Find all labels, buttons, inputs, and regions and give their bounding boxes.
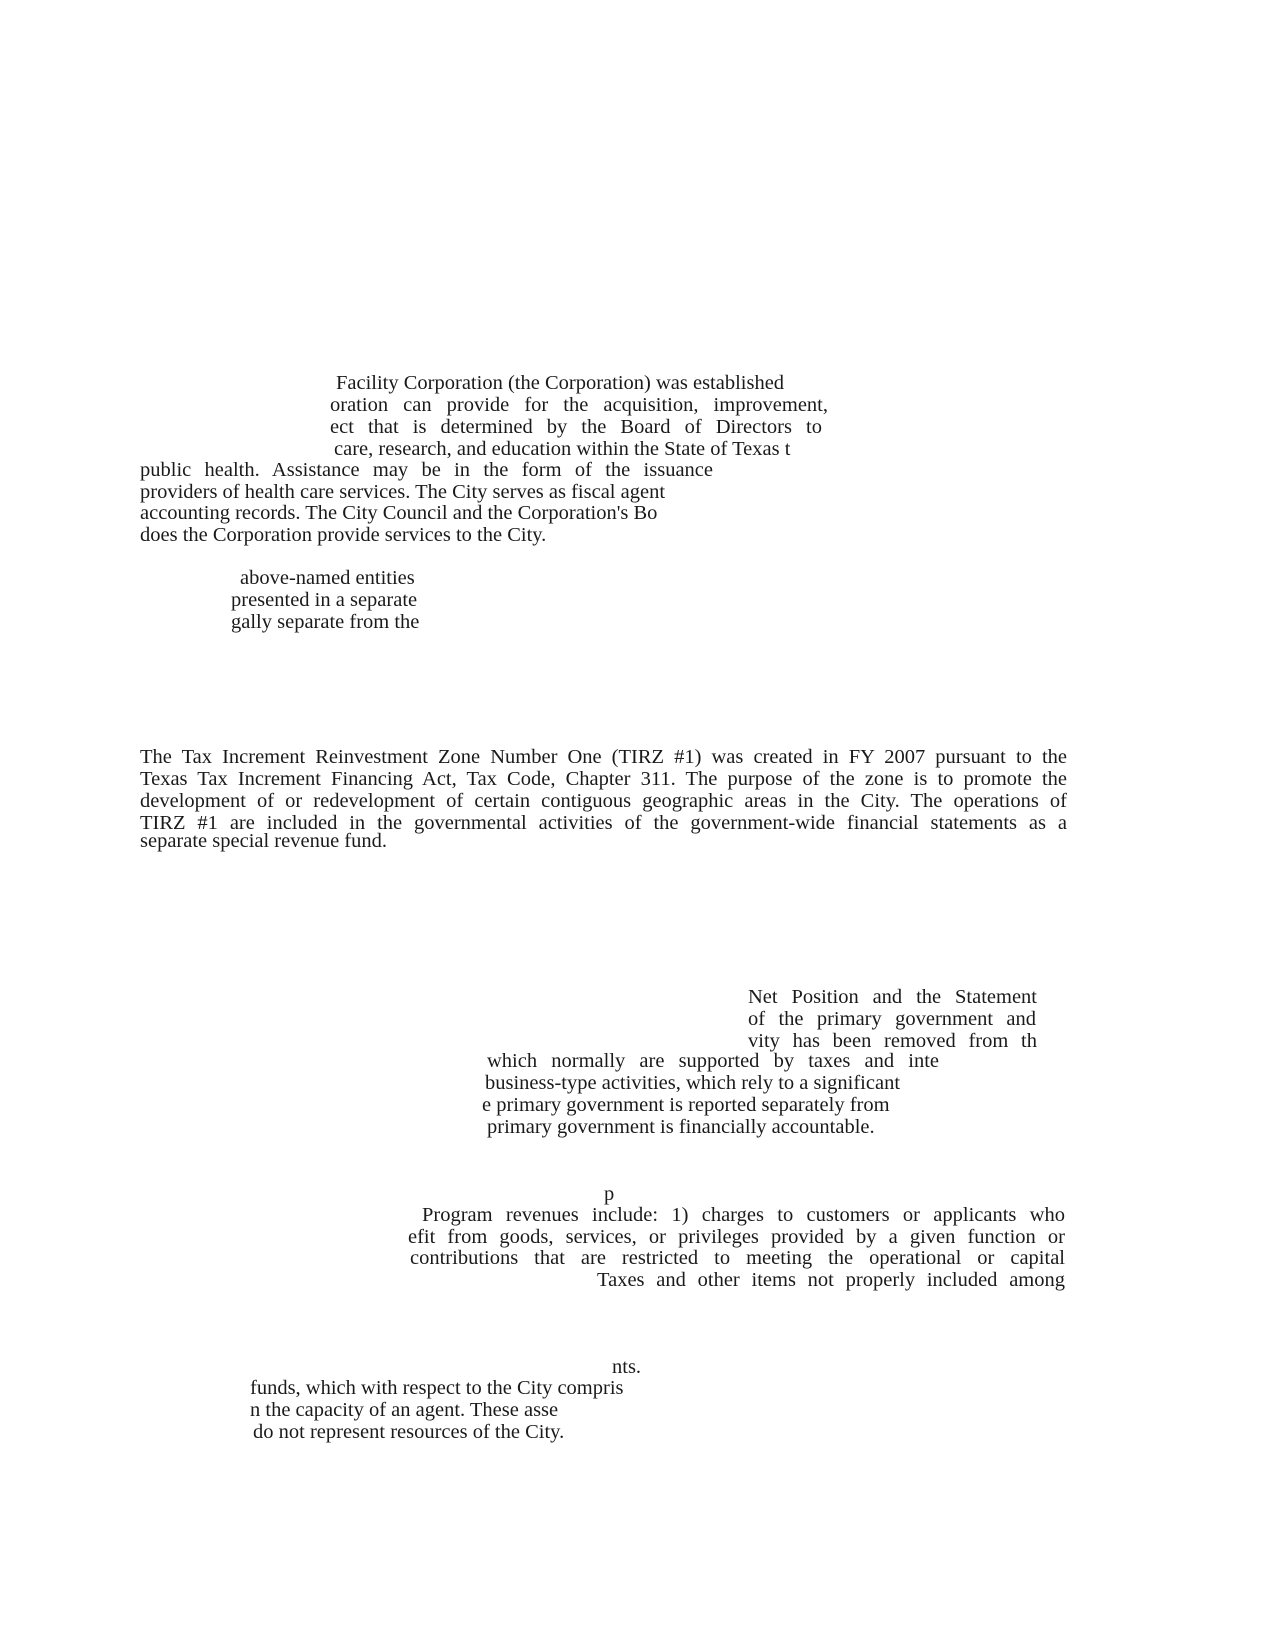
text-line: primary government is financially accountable. [487, 1116, 875, 1138]
text-line: funds, which with respect to the City compris [250, 1377, 624, 1399]
text-line: efit from goods, services, or privileges provided by a given function or [408, 1226, 1065, 1248]
text-line: oration can provide for the acquisition, improvement, [330, 394, 828, 416]
text-line: development of or redevelopment of certain contiguous geographic areas in the City. The operations of [140, 790, 1067, 812]
text-line: Facility Corporation (the Corporation) was established [336, 372, 785, 394]
text-line: contributions that are restricted to meeting the operational or capital [410, 1247, 1065, 1269]
text-line: gally separate from the [231, 611, 420, 633]
text-line: which normally are supported by taxes and inte [487, 1050, 939, 1072]
text-line: of the primary government and [748, 1008, 1036, 1030]
text-line: p [604, 1183, 615, 1205]
text-line: does the Corporation provide services to the City. [140, 524, 547, 546]
text-line: care, research, and education within the State of Texas t [334, 438, 791, 460]
text-line: above-named entities [240, 567, 415, 589]
text-line: n the capacity of an agent. These asse [250, 1399, 559, 1421]
text-line: Program revenues include: 1) charges to customers or applicants who [422, 1204, 1065, 1226]
text-line: Net Position and the Statement [748, 986, 1037, 1008]
text-line: e primary government is reported separately from [482, 1094, 890, 1116]
text-line: do not represent resources of the City. [253, 1421, 565, 1443]
text-line: public health. Assistance may be in the form of the issuance [140, 459, 713, 481]
text-line: ect that is determined by the Board of Directors to [330, 416, 822, 438]
text-line: presented in a separate [231, 589, 418, 611]
text-line: TIRZ #1 are included in the governmental activities of the government-wide financial statements as a [140, 812, 1067, 834]
text-line: The Tax Increment Reinvestment Zone Number One (TIRZ #1) was created in FY 2007 pursuant to the [140, 746, 1067, 768]
text-line: accounting records. The City Council and the Corporation's Bo [140, 502, 658, 524]
text-line: separate special revenue fund. [140, 830, 388, 852]
text-line: Taxes and other items not properly included among [597, 1269, 1065, 1291]
text-line: vity has been removed from th [748, 1030, 1037, 1052]
text-line: business-type activities, which rely to a significant [485, 1072, 901, 1094]
text-line: nts. [612, 1356, 642, 1378]
text-line: Texas Tax Increment Financing Act, Tax Code, Chapter 311. The purpose of the zone is to promote the [140, 768, 1067, 790]
text-line: providers of health care services. The City serves as fiscal agent [140, 481, 666, 503]
